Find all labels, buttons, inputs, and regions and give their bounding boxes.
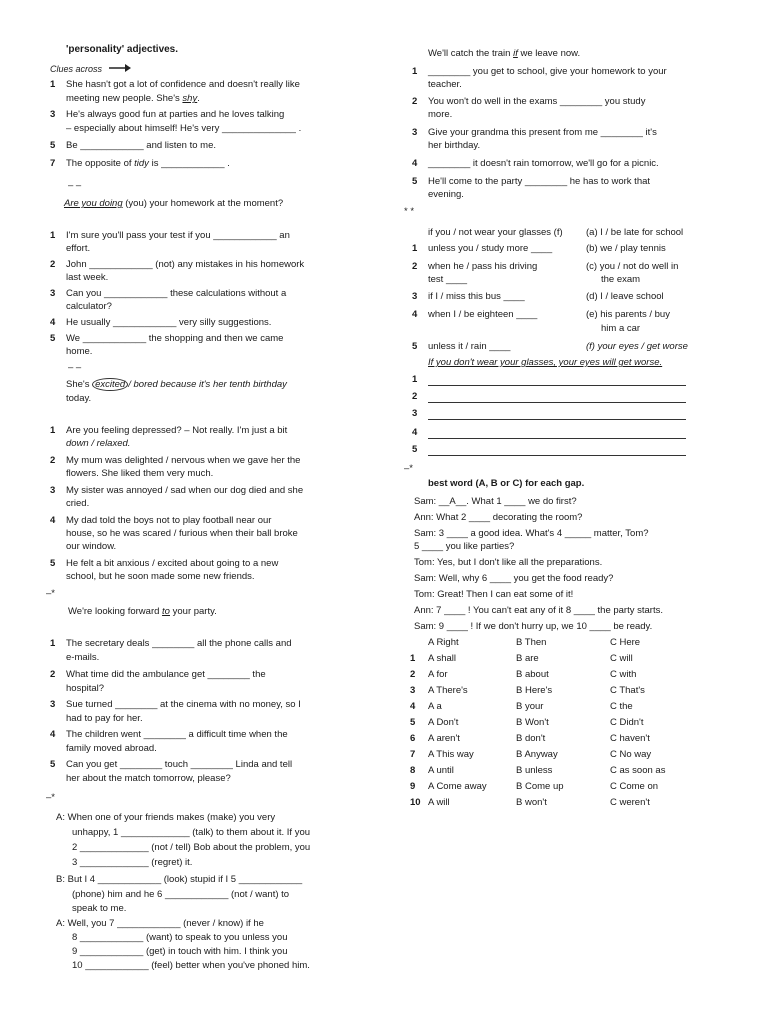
- dialog-line: A: Well, you 7 ____________ (never / know) if he: [56, 918, 264, 929]
- ex2-item-3: 3 Can you ____________ these calculations without a: [50, 288, 287, 299]
- ex5-item-2-line2: more.: [428, 109, 453, 120]
- option-row: 2 A for B about C with: [410, 669, 637, 680]
- option-row: 3 A There's B Here's C That's: [410, 685, 645, 696]
- clue-3-line2: – especially about himself! He's very ______________ .: [66, 123, 302, 134]
- write-line-1[interactable]: 1: [412, 374, 418, 385]
- dialog-line: 3 _____________ (regret) it.: [72, 857, 193, 868]
- ex2-item-5: 5 We ____________ the shopping and then we came: [50, 333, 284, 344]
- match-item-1: 1 unless you / study more ____: [412, 243, 553, 254]
- cloze-line: Ann: What 2 ____ decorating the room?: [414, 512, 583, 523]
- ex4-item-1-line2: e-mails.: [66, 652, 100, 663]
- ex4-item-4-line2: family moved abroad.: [66, 743, 157, 754]
- option-row: 10 A will B won't C weren't: [410, 797, 650, 808]
- ex5-item-5: 5 He'll come to the party ________ he has to work that: [412, 176, 651, 187]
- option-row: 8 A until B unless C as soon as: [410, 765, 666, 776]
- cloze-line: Sam: Well, why 6 ____ you get the food ready?: [414, 573, 614, 584]
- cloze-line: Sam: __A__. What 1 ____ we do first?: [414, 496, 577, 507]
- ex4-item-1: 1 The secretary deals ________ all the phone calls and: [50, 638, 292, 649]
- ex3-item-3: 3 My sister was annoyed / sad when our dog died and she: [50, 485, 304, 496]
- write-line-rule: [428, 419, 686, 420]
- match-item-5: 5 unless it / rain ____: [412, 341, 511, 352]
- divider-stars: * *: [404, 206, 415, 217]
- dialog-line: unhappy, 1 _____________ (talk) to them about it. If you: [72, 827, 311, 838]
- ex4-item-5: 5 Can you get ________ touch ________ Linda and tell: [50, 759, 293, 770]
- clues-label: Clues across: [50, 64, 131, 74]
- clue-7: 7 The opposite of tidy is ____________ .: [50, 158, 230, 169]
- example-sentence-5: We'll catch the train if we leave now.: [428, 48, 581, 59]
- option-row: 6 A aren't B don't C haven't: [410, 733, 650, 744]
- divider-dash: –*: [404, 463, 413, 474]
- match-item-2-line2: test ____: [428, 274, 468, 285]
- dialog-line: 8 ____________ (want) to speak to you unless you: [72, 932, 288, 943]
- divider-dash: – –: [68, 362, 82, 373]
- clue-5: 5 Be ____________ and listen to me.: [50, 140, 217, 151]
- ex3-item-4: 4 My dad told the boys not to play football near our: [50, 515, 272, 526]
- match-example-right: (a) I / be late for school: [586, 227, 684, 238]
- option-row: 9 A Come away B Come up C Come on: [410, 781, 659, 792]
- write-line-5[interactable]: 5: [412, 444, 418, 455]
- dialog-line: 10 ____________ (feel) better when you've phoned him.: [72, 960, 310, 971]
- clue-1-line2: meeting new people. She's shy.: [66, 93, 200, 104]
- ex4-item-2-line2: hospital?: [66, 683, 105, 694]
- ex2-item-4: 4 He usually ____________ very silly suggestions.: [50, 317, 272, 328]
- option-row: 1 A shall B are C will: [410, 653, 633, 664]
- dialog-line: 9 ____________ (get) in touch with him. I think you: [72, 946, 288, 957]
- ex3-item-2: 2 My mum was delighted / nervous when we gave her the: [50, 455, 301, 466]
- ex2-item-1-line2: effort.: [66, 243, 91, 254]
- dialog-line: A: When one of your friends makes (make) you very: [56, 812, 276, 823]
- cloze-line: Sam: 3 ____ a good idea. What's 4 _____ matter, Tom?: [414, 528, 649, 539]
- ex3-item-1: 1 Are you feeling depressed? – Not really. I'm just a bit: [50, 425, 288, 436]
- option-row: 7 A This way B Anyway C No way: [410, 749, 652, 760]
- option-row: 4 A a B your C the: [410, 701, 633, 712]
- match-option-c: (c) you / not do well in: [586, 261, 679, 272]
- example-sentence-3-line2: today.: [66, 393, 92, 404]
- ex3-item-5-line2: school, but he soon made some new friends.: [66, 571, 255, 582]
- match-example-sentence: If you don't wear your glasses, your eyes will get worse.: [428, 357, 663, 368]
- ex5-item-1: 1 ________ you get to school, give your homework to your: [412, 66, 667, 77]
- dialog-line: speak to me.: [72, 903, 127, 914]
- ex4-item-2: 2 What time did the ambulance get ________ the: [50, 669, 266, 680]
- match-option-c-line2: the exam: [601, 274, 641, 285]
- write-line-rule: [428, 438, 686, 439]
- ex5-item-4: 4 ________ it doesn't rain tomorrow, we'll go for a picnic.: [412, 158, 659, 169]
- match-option-e-line2: him a car: [601, 323, 641, 334]
- dialog-line: 2 _____________ (not / tell) Bob about the problem, you: [72, 842, 311, 853]
- cloze-line: Ann: 7 ____ ! You can't eat any of it 8 ____ the party starts.: [414, 605, 663, 616]
- ex3-item-3-line2: cried.: [66, 498, 90, 509]
- ex5-item-5-line2: evening.: [428, 189, 464, 200]
- ex3-item-1-line2: down / relaxed.: [66, 438, 131, 449]
- ex4-item-3-line2: had to pay for her.: [66, 713, 143, 724]
- ex5-item-1-line2: teacher.: [428, 79, 462, 90]
- write-line-rule: [428, 385, 686, 386]
- example-sentence-4: We're looking forward to your party.: [68, 606, 217, 617]
- ex2-item-2-line2: last week.: [66, 272, 109, 283]
- divider-dash: – –: [68, 180, 82, 191]
- ex3-item-5: 5 He felt a bit anxious / excited about going to a new: [50, 558, 279, 569]
- divider-dash: –*: [46, 792, 55, 803]
- divider-dash: –*: [46, 588, 55, 599]
- option-row: 5 A Don't B Won't C Didn't: [410, 717, 644, 728]
- match-option-e: (e) his parents / buy: [586, 309, 670, 320]
- write-line-rule: [428, 402, 686, 403]
- dialog-line: (phone) him and he 6 ____________ (not / want) to: [72, 889, 290, 900]
- ex2-item-3-line2: calculator?: [66, 301, 112, 312]
- section-title-personality: 'personality' adjectives.: [66, 44, 179, 55]
- match-item-4: 4 when I / be eighteen ____: [412, 309, 538, 320]
- cloze-line: Tom: Great! Then I can eat some of it!: [414, 589, 574, 600]
- ex4-item-4: 4 The children went ________ a difficult time when the: [50, 729, 288, 740]
- match-example-left: if you / not wear your glasses (f): [428, 227, 563, 238]
- ex3-item-2-line2: flowers. She liked them very much.: [66, 468, 214, 479]
- option-row: A Right B Then C Here: [428, 637, 641, 648]
- example-sentence-3: She's excited / bored because it's her tenth birthday: [66, 379, 287, 390]
- circled-answer: excited: [92, 378, 128, 391]
- ex4-item-3: 3 Sue turned ________ at the cinema with no money, so I: [50, 699, 301, 710]
- ex2-item-5-line2: home.: [66, 346, 93, 357]
- match-option-d: (d) I / leave school: [586, 291, 664, 302]
- example-5-answer: if: [513, 48, 518, 59]
- ex3-item-4-line3: our window.: [66, 541, 117, 552]
- clue-1: 1 She hasn't got a lot of confidence and doesn't really like: [50, 79, 300, 90]
- match-option-b: (b) we / play tennis: [586, 243, 666, 254]
- ex3-item-4-line2: house, so he was scared / furious when their ball broke: [66, 528, 298, 539]
- dialog-line: B: But I 4 ____________ (look) stupid if I 5 ____________: [56, 874, 303, 885]
- write-line-2[interactable]: 2: [412, 391, 418, 402]
- ex5-item-3-line2: her birthday.: [428, 140, 481, 151]
- write-line-4[interactable]: 4: [412, 427, 418, 438]
- match-item-2: 2 when he / pass his driving: [412, 261, 538, 272]
- match-option-f: (f) your eyes / get worse: [586, 341, 688, 352]
- write-line-3[interactable]: 3: [412, 408, 418, 419]
- example-sentence: Are you doing (you) your homework at the moment?: [64, 198, 284, 209]
- ex2-item-2: 2 John ____________ (not) any mistakes in his homework: [50, 259, 305, 270]
- example-4-answer: to: [162, 606, 170, 617]
- cloze-instruction: best word (A, B or C) for each gap.: [428, 478, 585, 489]
- arrow-right-icon: [109, 64, 131, 74]
- clue-3: 3 He's always good fun at parties and he loves talking: [50, 109, 285, 120]
- write-line-rule: [428, 455, 686, 456]
- clue-1-answer: shy: [182, 93, 198, 104]
- cloze-line: Tom: Yes, but I don't like all the preparations.: [414, 557, 603, 568]
- ex4-item-5-line2: her about the match tomorrow, please?: [66, 773, 231, 784]
- cloze-line: Sam: 9 ____ ! If we don't hurry up, we 10 ____ be ready.: [414, 621, 653, 632]
- cloze-line: 5 ____ you like parties?: [414, 541, 515, 552]
- ex2-item-1: 1 I'm sure you'll pass your test if you ____________ an: [50, 230, 290, 241]
- ex5-item-2: 2 You won't do well in the exams ________ you study: [412, 96, 646, 107]
- match-item-3: 3 if I / miss this bus ____: [412, 291, 525, 302]
- ex5-item-3: 3 Give your grandma this present from me ________ it's: [412, 127, 657, 138]
